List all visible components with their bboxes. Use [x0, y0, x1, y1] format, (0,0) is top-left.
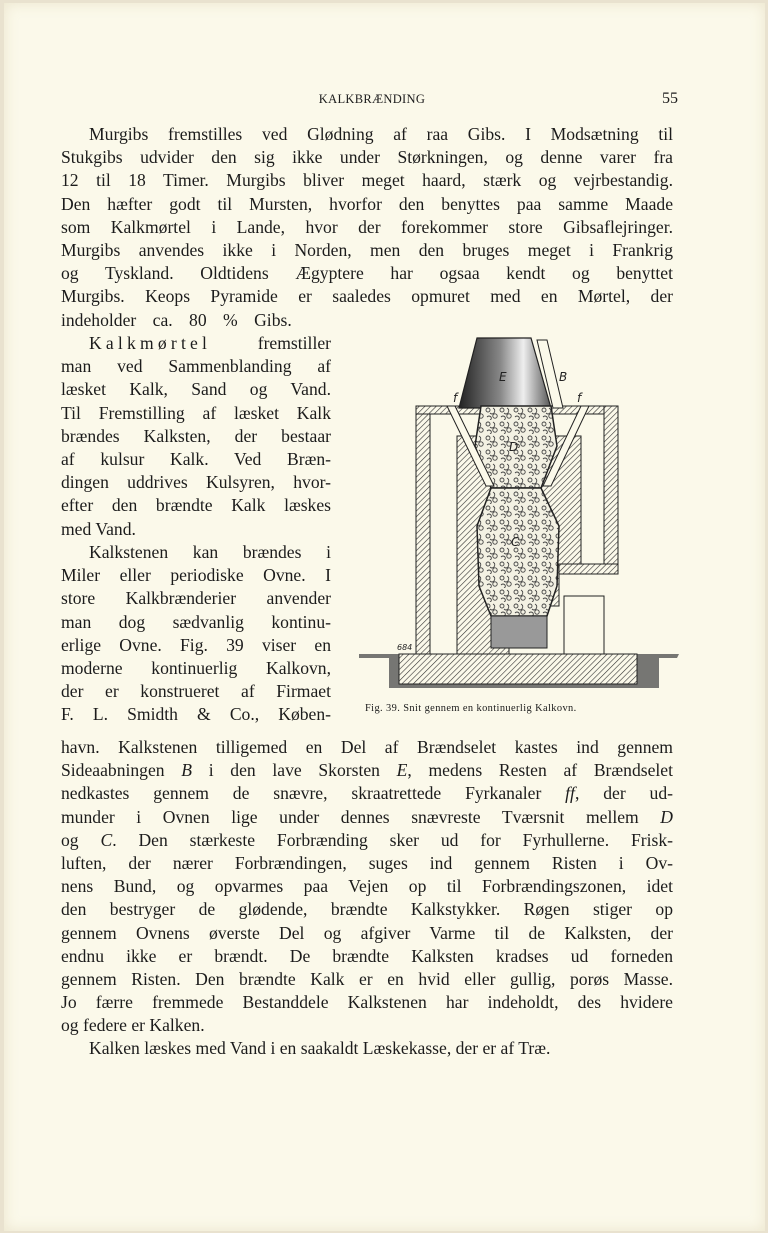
text-line: Miler eller periodiske Ovne. I — [61, 565, 331, 586]
text-line: og C. Den stærkeste Forbrænding sker ud for Fyrhullerne. Frisk- — [61, 829, 673, 850]
figure-label-f-left: f — [453, 391, 458, 405]
text-line: af kulsur Kalk. Ved Bræn- — [61, 448, 331, 469]
kiln-figure — [359, 336, 679, 696]
figure-label-c: C — [511, 535, 520, 549]
text-line: Kalkstenen kan brændes i — [89, 542, 331, 562]
figure-label-d: D — [509, 440, 519, 454]
text-line: munder i Ovnen lige under dennes snævreste Tværsnit mellem D — [61, 806, 673, 827]
text-line: gennem Ovnens øverste Del og afgiver Varme til de Kalksten, der — [61, 922, 673, 943]
kiln-cross-section-illustration — [359, 336, 679, 696]
text-line: dingen uddrives Kulsyren, hvor- — [61, 472, 331, 493]
text-line: gennem Risten. Den brændte Kalk er en hvid eller gullig, porøs Masse. — [61, 968, 673, 989]
text-line: og federe er Kalken. — [61, 1015, 205, 1036]
text-line: Kalkmørtel fremstiller — [89, 333, 331, 353]
paragraph-kalkmortel — [61, 332, 331, 541]
text-line: og Tyskland. Oldtidens Ægyptere har ogsaa kendt og benyttet — [61, 263, 673, 284]
text-line: nedkastes gennem de snævre, skraatrettede Fyrkanaler ff, der ud- — [61, 783, 673, 804]
paragraph-murgibs — [61, 123, 673, 332]
text-line: Murgibs. Keops Pyramide er saaledes opmuret med en Mørtel, der — [61, 286, 673, 307]
text-line: store Kalkbrænderier anvender — [61, 588, 331, 609]
text-line: som Kalkmørtel i Lande, hvor der forekommer store Gibsaflejringer. — [61, 216, 673, 237]
text-line: endnu ikke er brændt. De brændte Kalksten kradses ud forneden — [61, 945, 673, 966]
book-page — [4, 3, 765, 1231]
text-line: man ved Sammenblanding af — [61, 356, 331, 377]
text-line: den bestryger de glødende, brændte Kalkstykker. Røgen stiger op — [61, 899, 673, 920]
text-line: moderne kontinuerlig Kalkovn, — [61, 657, 331, 678]
figure-plate-number: 684 — [397, 643, 413, 652]
text-line: havn. Kalkstenen tilligemed en Del af Brændselet kastes ind gennem — [61, 737, 673, 757]
paragraph-kalkstenen-wide — [61, 736, 673, 1061]
spaced-term: Kalkmørtel — [89, 333, 212, 353]
text-line: med Vand. — [61, 518, 136, 539]
text-line: der er konstrueret af Firmaet — [61, 681, 331, 702]
text-line: Den hæfter godt til Mursten, hvorfor den benyttes paa samme Maade — [61, 193, 673, 214]
text-line: luften, der nærer Forbrændingen, suges ind gennem Risten i Ov- — [61, 852, 673, 873]
text-line: Stukgibs udvider den sig ikke under Størkningen, og denne varer fra — [61, 147, 673, 168]
text-line: Murgibs fremstilles ved Glødning af raa Gibs. I Modsætning til — [89, 124, 673, 144]
text-line: efter den brændte Kalk læskes — [61, 495, 331, 516]
text-line: Jo færre fremmede Bestanddele Kalkstenen har indeholdt, des hvidere — [61, 992, 673, 1013]
text-line: Til Fremstilling af læsket Kalk — [61, 402, 331, 423]
paragraph-kalkstenen-narrow — [61, 541, 331, 727]
figure-caption: Fig. 39. Snit gennem en kontinuerlig Kalkovn. — [365, 703, 577, 714]
page-number: 55 — [662, 90, 678, 107]
text-line: Kalken læskes med Vand i en saakaldt Læskekasse, der er af Træ. — [89, 1038, 551, 1059]
figure-label-e: E — [499, 370, 507, 384]
text-line: 12 til 18 Timer. Murgibs bliver meget haard, stærk og vejrbestandig. — [61, 170, 673, 191]
text-line: nens Bund, og opvarmes paa Vejen op til Forbrændingszonen, idet — [61, 876, 673, 897]
text-line: Sideaabningen B i den lave Skorsten E, medens Resten af Brændselet — [61, 760, 673, 781]
text-line: brændes Kalksten, der bestaar — [61, 425, 331, 446]
figure-label-b: B — [559, 370, 568, 384]
running-title: KALKBRÆNDING — [318, 92, 426, 106]
figure-label-f-right: f — [577, 391, 582, 405]
text-line: Murgibs anvendes ikke i Norden, men den bruges meget i Frankrig — [61, 239, 673, 260]
text-line: man dog sædvanlig kontinu- — [61, 611, 331, 632]
text-line: F. L. Smidth & Co., Køben- — [61, 704, 331, 725]
text-line: erlige Ovne. Fig. 39 viser en — [61, 634, 331, 655]
page-header — [66, 90, 678, 110]
text-line: indeholder ca. 80 % Gibs. — [61, 309, 292, 330]
text-line: læsket Kalk, Sand og Vand. — [61, 379, 331, 400]
